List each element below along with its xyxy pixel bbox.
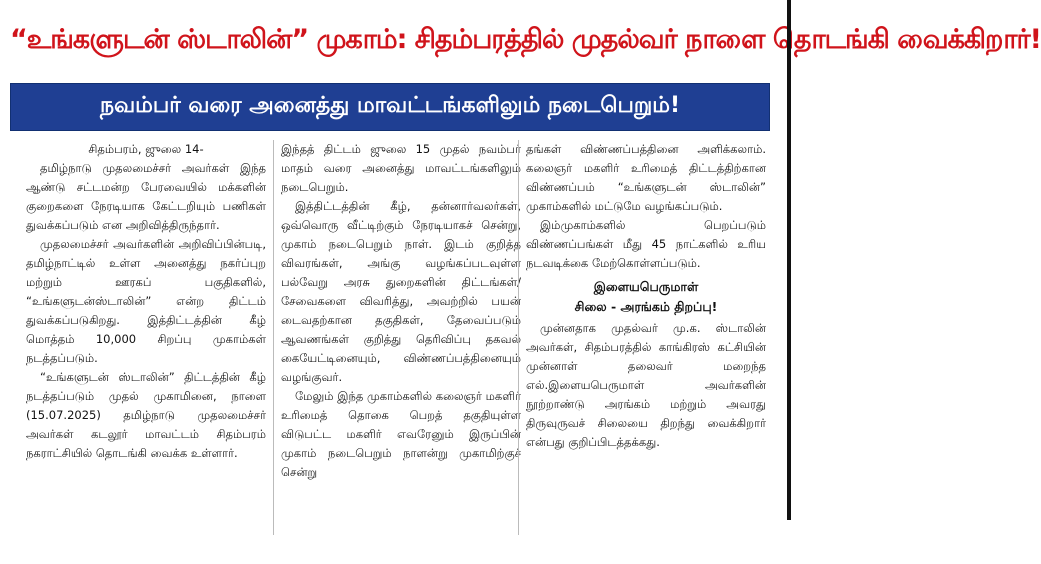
sub-heading-line-1: இளையபெருமாள் [593, 279, 699, 294]
paragraph: முதலமைச்சர் அவர்களின் அறிவிப்பின்படி, தமிழ்நாட்டில் உள்ள அனைத்து நகர்ப்புற மற்றும் ஊரகப் பகுதிகளில், “உங்களுடன்ஸ்டாலின்” என்ற திட்டம் துவக்கப்படுகிறது. இத்திட்டத்தின் கீழ் மொத்தம் 10,000 சிறப்பு முகாம்கள் நடத்தப்படும். [26, 237, 266, 365]
column-3 [526, 140, 766, 452]
paragraph: தமிழ்நாடு முதலமைச்சர் அவர்கள் இந்த ஆண்டு சட்டமன்ற பேரவையில் மக்களின் குறைகளை நேரடியாக கேட்டறியும் பணிகள் துவக்கப்படும் என அறிவித்திருந்தார். [26, 161, 266, 232]
paragraph: இத்திட்டத்தின் கீழ், தன்னார்வலர்கள், ஒவ்வொரு வீட்டிற்கும் நேரடியாகச் சென்று, முகாம் நடைபெறும் நாள். இடம் குறித்த விவரங்கள், அங்கு வழங்கப்படவுள்ள பல்வேறு அரசு துறைகளின் திட்டங்கள்/சேவைகளை விவரித்து, அவற்றில் பயன் டைவதற்கான தகுதிகள், தேவைப்படும் ஆவணங்கள் குறித்து தெரிவிப்பு தகவல் கையேட்டினையும், விண்ணப்பத்தினையும் வழங்குவர். [281, 199, 521, 384]
subheadline-banner [10, 83, 770, 131]
dateline: சிதம்பரம், ஜுலை 14- [88, 142, 204, 156]
column-divider [273, 140, 274, 535]
subheadline: நவம்பர் வரை அனைத்து மாவட்டங்களிலும் நடைபெறும்! [100, 93, 680, 118]
paragraph: முன்னதாக முதல்வர் மு.க. ஸ்டாலின் அவர்கள், சிதம்பரத்தில் காங்கிரஸ் கட்சியின் முன்னாள் தலைவர் மறைந்த எல்.இளையபெருமாள் அவர்களின் நூற்றாண்டு அரங்கம் மற்றும் அவரது திருவுருவச் சிலையை திறந்து வைக்கிறார் என்பது குறிப்பிடத்தக்கது. [526, 321, 766, 449]
adjacent-column-border [787, 0, 800, 520]
sub-heading-line-2: சிலை - அரங்கம் திறப்பு! [574, 299, 718, 314]
column-1 [26, 140, 266, 463]
column-2 [281, 140, 521, 482]
paragraph: இம்முகாம்களில் பெறப்படும் விண்ணப்பங்கள் மீது 45 நாட்களில் உரிய நடவடிக்கை மேற்கொள்ளப்படும். [526, 218, 766, 270]
column-divider [518, 140, 519, 535]
paragraph: “உங்களுடன் ஸ்டாலின்” திட்டத்தின் கீழ் நடத்தப்படும் முதல் முகாமினை, நாளை (15.07.2025) தமிழ்நாடு முதலமைச்சர் அவர்கள் கடலூர் மாவட்டம் சிதம்பரம் நகராட்சியில் தொடங்கி வைக்க உள்ளார். [26, 370, 266, 460]
sub-heading [526, 277, 766, 317]
paragraph: தங்கள் விண்ணப்பத்தினை அளிக்கலாம். கலைஞர் மகளிர் உரிமைத் திட்டத்திற்கான விண்ணப்பம் “உங்களுடன் ஸ்டாலின்” முகாம்களில் மட்டுமே வழங்கப்படும். [526, 142, 766, 213]
article-body [26, 140, 776, 540]
paragraph: இந்தத் திட்டம் ஜுலை 15 முதல் நவம்பர் மாதம் வரை அனைத்து மாவட்டங்களிலும் நடைபெறும். [281, 142, 521, 194]
headline: “உங்களுடன் ஸ்டாலின்” முகாம்: சிதம்பரத்தில் முதல்வர் நாளை தொடங்கி வைக்கிறார்! [10, 24, 1041, 55]
paragraph: மேலும் இந்த முகாம்களில் கலைஞர் மகளிர் உரிமைத் தொகை பெறத் தகுதியுள்ள விடுபட்ட மகளிர் எவரேனும் இருப்பின் முகாம் நடைபெறும் நாளன்று முகாமிற்குச் சென்று [281, 389, 521, 479]
